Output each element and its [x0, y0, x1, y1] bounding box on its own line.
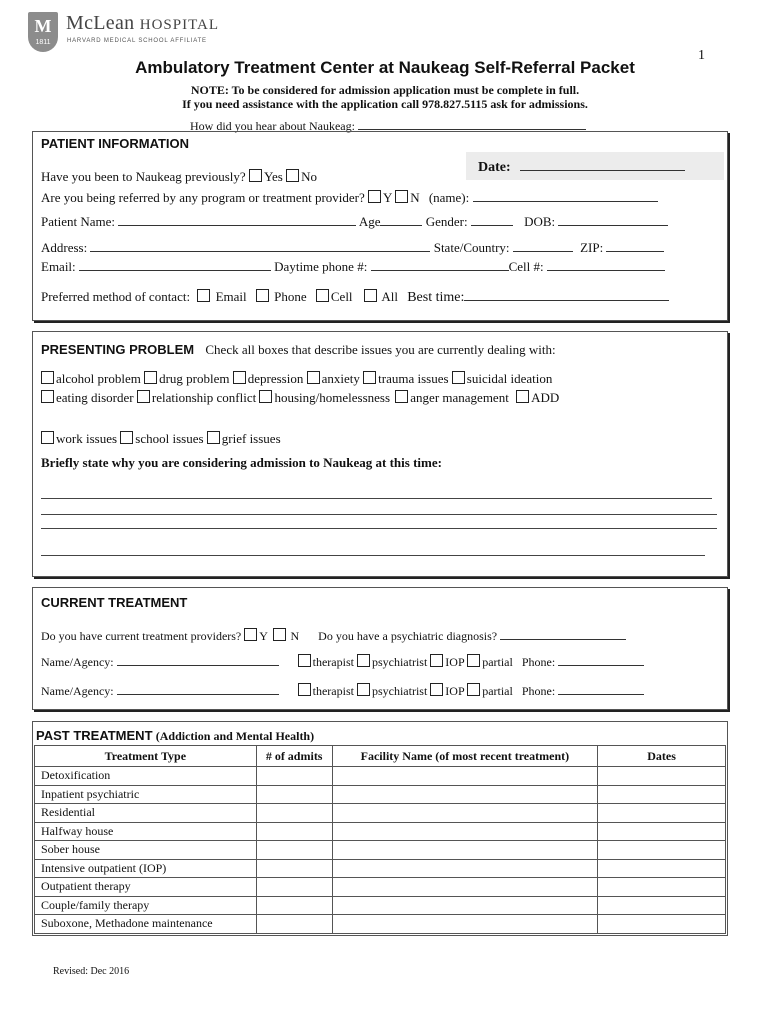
agency-label-2: Name/Agency: [41, 684, 114, 698]
referred-y-checkbox[interactable] [368, 190, 381, 203]
diagnosis-question: Do you have a psychiatric diagnosis? [318, 629, 498, 643]
issue-anger-label: anger management [410, 390, 509, 405]
partial-checkbox[interactable] [467, 654, 480, 667]
partial-label: partial [482, 655, 513, 669]
treatment-type-cell: Halfway house [35, 822, 257, 841]
issue-add-label: ADD [531, 390, 560, 405]
agency-field-1[interactable] [117, 654, 279, 666]
presenting-instruction: Check all boxes that describe issues you are currently dealing with: [205, 342, 556, 357]
address-label: Address: [41, 240, 88, 255]
partial-checkbox[interactable] [467, 683, 480, 696]
issue-checkbox[interactable] [516, 390, 529, 403]
referred-n-checkbox[interactable] [395, 190, 408, 203]
issue-anxiety-label: anxiety [321, 371, 360, 386]
referred-y-label: Y [383, 190, 392, 205]
issue-depression-label: depression [247, 371, 304, 386]
previous-row [41, 169, 317, 185]
patient-name-label: Patient Name: [41, 214, 116, 229]
issue-eating-label: eating disorder [56, 390, 134, 405]
admits-cell[interactable] [256, 878, 332, 897]
issues-row-1 [41, 371, 552, 387]
zip-label: ZIP: [580, 240, 604, 255]
phone-field-2[interactable] [558, 683, 644, 695]
table-row [35, 841, 726, 860]
issue-checkbox[interactable] [259, 390, 272, 403]
contact-phone-checkbox[interactable] [256, 289, 269, 302]
therapist-checkbox[interactable] [298, 654, 311, 667]
dates-cell[interactable] [598, 841, 726, 860]
therapist-checkbox[interactable] [298, 683, 311, 696]
iop-checkbox[interactable] [430, 654, 443, 667]
facility-cell[interactable] [332, 878, 598, 897]
presenting-problem-section [32, 331, 728, 577]
previous-yes-checkbox[interactable] [249, 169, 262, 182]
contact-all-checkbox[interactable] [364, 289, 377, 302]
dates-cell[interactable] [598, 896, 726, 915]
issue-checkbox[interactable] [233, 371, 246, 384]
treatment-type-cell: Detoxification [35, 767, 257, 786]
admits-cell[interactable] [256, 896, 332, 915]
how-heard-label: How did you hear about Naukeag: [190, 119, 355, 133]
reason-line-2[interactable] [41, 514, 717, 515]
daytime-phone-label: Daytime phone #: [274, 259, 368, 274]
facility-cell[interactable] [332, 915, 598, 934]
phone-label-2: Phone: [521, 684, 556, 698]
issue-checkbox[interactable] [307, 371, 320, 384]
issue-grief-label: grief issues [221, 431, 281, 446]
facility-cell[interactable] [332, 804, 598, 823]
admits-cell[interactable] [256, 767, 332, 786]
issue-checkbox[interactable] [207, 431, 220, 444]
preferred-contact-label: Preferred method of contact: [41, 289, 191, 304]
therapist-label: therapist [312, 655, 354, 669]
presenting-title: PRESENTING PROBLEM [41, 342, 195, 357]
org-name-hospital: HOSPITAL [139, 17, 220, 33]
contact-phone-label: Phone [274, 289, 307, 304]
note-line-2: If you need assistance with the application call 978.827.5115 ask for admissions. [182, 97, 588, 111]
facility-cell[interactable] [332, 767, 598, 786]
table-row [35, 804, 726, 823]
zip-field[interactable] [606, 240, 664, 252]
contact-row [41, 289, 669, 306]
issue-suicidal-label: suicidal ideation [466, 371, 553, 386]
dates-cell[interactable] [598, 822, 726, 841]
email-row [41, 259, 665, 275]
patient-name-field[interactable] [118, 214, 356, 226]
previous-no-label: No [301, 169, 317, 184]
cell-label: Cell #: [508, 259, 544, 274]
address-row [41, 240, 664, 256]
document-title: Ambulatory Treatment Center at Naukeag Self-Referral Packet [135, 58, 635, 77]
presenting-header-row [41, 342, 556, 358]
gender-label: Gender: [425, 214, 468, 229]
admits-cell[interactable] [256, 859, 332, 878]
logo-mark: M [34, 16, 52, 36]
page-number: 1 [698, 48, 705, 63]
col-facility: Facility Name (of most recent treatment) [332, 746, 598, 767]
treatment-type-cell: Residential [35, 804, 257, 823]
agency-field-2[interactable] [117, 683, 279, 695]
referred-name-field[interactable] [473, 190, 658, 202]
dates-cell[interactable] [598, 785, 726, 804]
org-name [66, 12, 219, 35]
table-row [35, 915, 726, 934]
referred-question: Are you being referred by any program or treatment provider? [41, 190, 365, 205]
agency-row-1 [41, 654, 644, 670]
best-time-field[interactable] [464, 289, 669, 301]
date-label: Date: [478, 160, 511, 175]
admits-cell[interactable] [256, 822, 332, 841]
contact-cell-label: Cell [330, 289, 353, 304]
reason-line-1[interactable] [41, 498, 712, 499]
psychiatrist-checkbox[interactable] [357, 654, 370, 667]
issue-checkbox[interactable] [137, 390, 150, 403]
dob-field[interactable] [558, 214, 668, 226]
date-field[interactable] [520, 159, 685, 171]
previous-no-checkbox[interactable] [286, 169, 299, 182]
referred-name-label: (name): [428, 190, 470, 205]
issue-checkbox[interactable] [452, 371, 465, 384]
best-time-label: Best time: [407, 290, 465, 305]
dob-label: DOB: [524, 214, 556, 229]
agency-row-2 [41, 683, 644, 699]
admits-cell[interactable] [256, 785, 332, 804]
mclean-logo-icon [28, 12, 58, 52]
revised-date: Revised: Dec 2016 [53, 966, 130, 977]
providers-n-checkbox[interactable] [273, 628, 286, 641]
issues-row-2 [41, 390, 559, 406]
treatment-type-cell: Outpatient therapy [35, 878, 257, 897]
issue-checkbox[interactable] [120, 431, 133, 444]
past-treatment-header [36, 728, 314, 744]
past-treatment-subtitle: (Addiction and Mental Health) [155, 729, 315, 743]
issue-checkbox[interactable] [144, 371, 157, 384]
patient-name-row [41, 214, 668, 230]
issue-checkbox[interactable] [41, 390, 54, 403]
issue-drug-label: drug problem [159, 371, 230, 386]
issue-work-label: work issues [56, 431, 118, 446]
treatment-type-cell: Couple/family therapy [35, 896, 257, 915]
facility-cell[interactable] [332, 841, 598, 860]
dates-cell[interactable] [598, 915, 726, 934]
facility-cell[interactable] [332, 859, 598, 878]
psychiatrist-checkbox[interactable] [357, 683, 370, 696]
phone-field-1[interactable] [558, 654, 644, 666]
org-name-main: McLean [66, 12, 135, 34]
admits-cell[interactable] [256, 915, 332, 934]
email-label: Email: [41, 259, 76, 274]
therapist-label: therapist [312, 684, 354, 698]
reason-line-3[interactable] [41, 528, 717, 529]
treatment-type-cell: Intensive outpatient (IOP) [35, 859, 257, 878]
date-row [478, 159, 685, 176]
psychiatrist-label: psychiatrist [371, 684, 428, 698]
table-row [35, 896, 726, 915]
phone-label-1: Phone: [521, 655, 556, 669]
treatment-type-cell: Suboxone, Methadone maintenance [35, 915, 257, 934]
dates-cell[interactable] [598, 859, 726, 878]
address-field[interactable] [90, 240, 430, 252]
providers-y-label: Y [259, 629, 268, 643]
iop-label: IOP [445, 684, 465, 698]
col-admits: # of admits [256, 746, 332, 767]
past-treatment-table [34, 745, 726, 934]
table-header-row [35, 746, 726, 767]
note-line-1: NOTE: To be considered for admission application must be complete in full. [190, 83, 580, 97]
current-providers-row [41, 628, 626, 644]
issue-school-label: school issues [135, 431, 204, 446]
referred-row [41, 190, 658, 206]
treatment-type-cell: Inpatient psychiatric [35, 785, 257, 804]
table-row [35, 785, 726, 804]
state-country-label: State/Country: [433, 240, 510, 255]
patient-info-title: PATIENT INFORMATION [41, 136, 190, 151]
issue-relationship-label: relationship conflict [151, 390, 257, 405]
past-treatment-title: PAST TREATMENT [36, 728, 153, 743]
affiliate-text: HARVARD MEDICAL SCHOOL AFFILIATE [67, 38, 207, 44]
briefly-state-label: Briefly state why you are considering admission to Naukeag at this time: [41, 455, 442, 470]
providers-y-checkbox[interactable] [244, 628, 257, 641]
partial-label: partial [482, 684, 513, 698]
issue-trauma-label: trauma issues [378, 371, 449, 386]
daytime-phone-field[interactable] [371, 259, 509, 271]
table-row [35, 767, 726, 786]
diagnosis-field[interactable] [500, 628, 626, 640]
agency-label-1: Name/Agency: [41, 655, 114, 669]
admits-cell[interactable] [256, 841, 332, 860]
col-treatment-type: Treatment Type [35, 746, 257, 767]
issue-checkbox[interactable] [41, 371, 54, 384]
previous-question: Have you been to Naukeag previously? [41, 169, 246, 184]
issues-row-3 [41, 431, 281, 447]
issue-housing-label: housing/homelessness [274, 390, 391, 405]
referred-n-label: N [410, 190, 420, 205]
age-field[interactable] [380, 214, 422, 226]
facility-cell[interactable] [332, 785, 598, 804]
treatment-type-cell: Sober house [35, 841, 257, 860]
how-heard-field[interactable] [358, 118, 586, 130]
facility-cell[interactable] [332, 822, 598, 841]
dates-cell[interactable] [598, 878, 726, 897]
contact-all-label: All [381, 289, 398, 304]
contact-email-label: Email [215, 289, 247, 304]
reason-line-4[interactable] [41, 555, 705, 556]
contact-email-checkbox[interactable] [197, 289, 210, 302]
iop-checkbox[interactable] [430, 683, 443, 696]
email-field[interactable] [79, 259, 271, 271]
table-row [35, 878, 726, 897]
psychiatrist-label: psychiatrist [371, 655, 428, 669]
issue-alcohol-label: alcohol problem [56, 371, 141, 386]
previous-yes-label: Yes [263, 169, 283, 184]
facility-cell[interactable] [332, 896, 598, 915]
admits-cell[interactable] [256, 804, 332, 823]
logo-year: 1811 [35, 39, 51, 46]
issue-checkbox[interactable] [41, 431, 54, 444]
providers-question: Do you have current treatment providers? [41, 629, 242, 643]
col-dates: Dates [598, 746, 726, 767]
cell-field[interactable] [547, 259, 665, 271]
issue-checkbox[interactable] [395, 390, 408, 403]
current-treatment-title: CURRENT TREATMENT [41, 595, 188, 610]
table-row [35, 859, 726, 878]
dates-cell[interactable] [598, 804, 726, 823]
past-treatment-rows [35, 767, 726, 934]
dates-cell[interactable] [598, 767, 726, 786]
table-row [35, 822, 726, 841]
age-label: Age [358, 214, 381, 229]
providers-n-label: N [290, 629, 300, 643]
gender-field[interactable] [471, 214, 513, 226]
state-country-field[interactable] [513, 240, 573, 252]
issue-checkbox[interactable] [363, 371, 376, 384]
contact-cell-checkbox[interactable] [316, 289, 329, 302]
iop-label: IOP [445, 655, 465, 669]
